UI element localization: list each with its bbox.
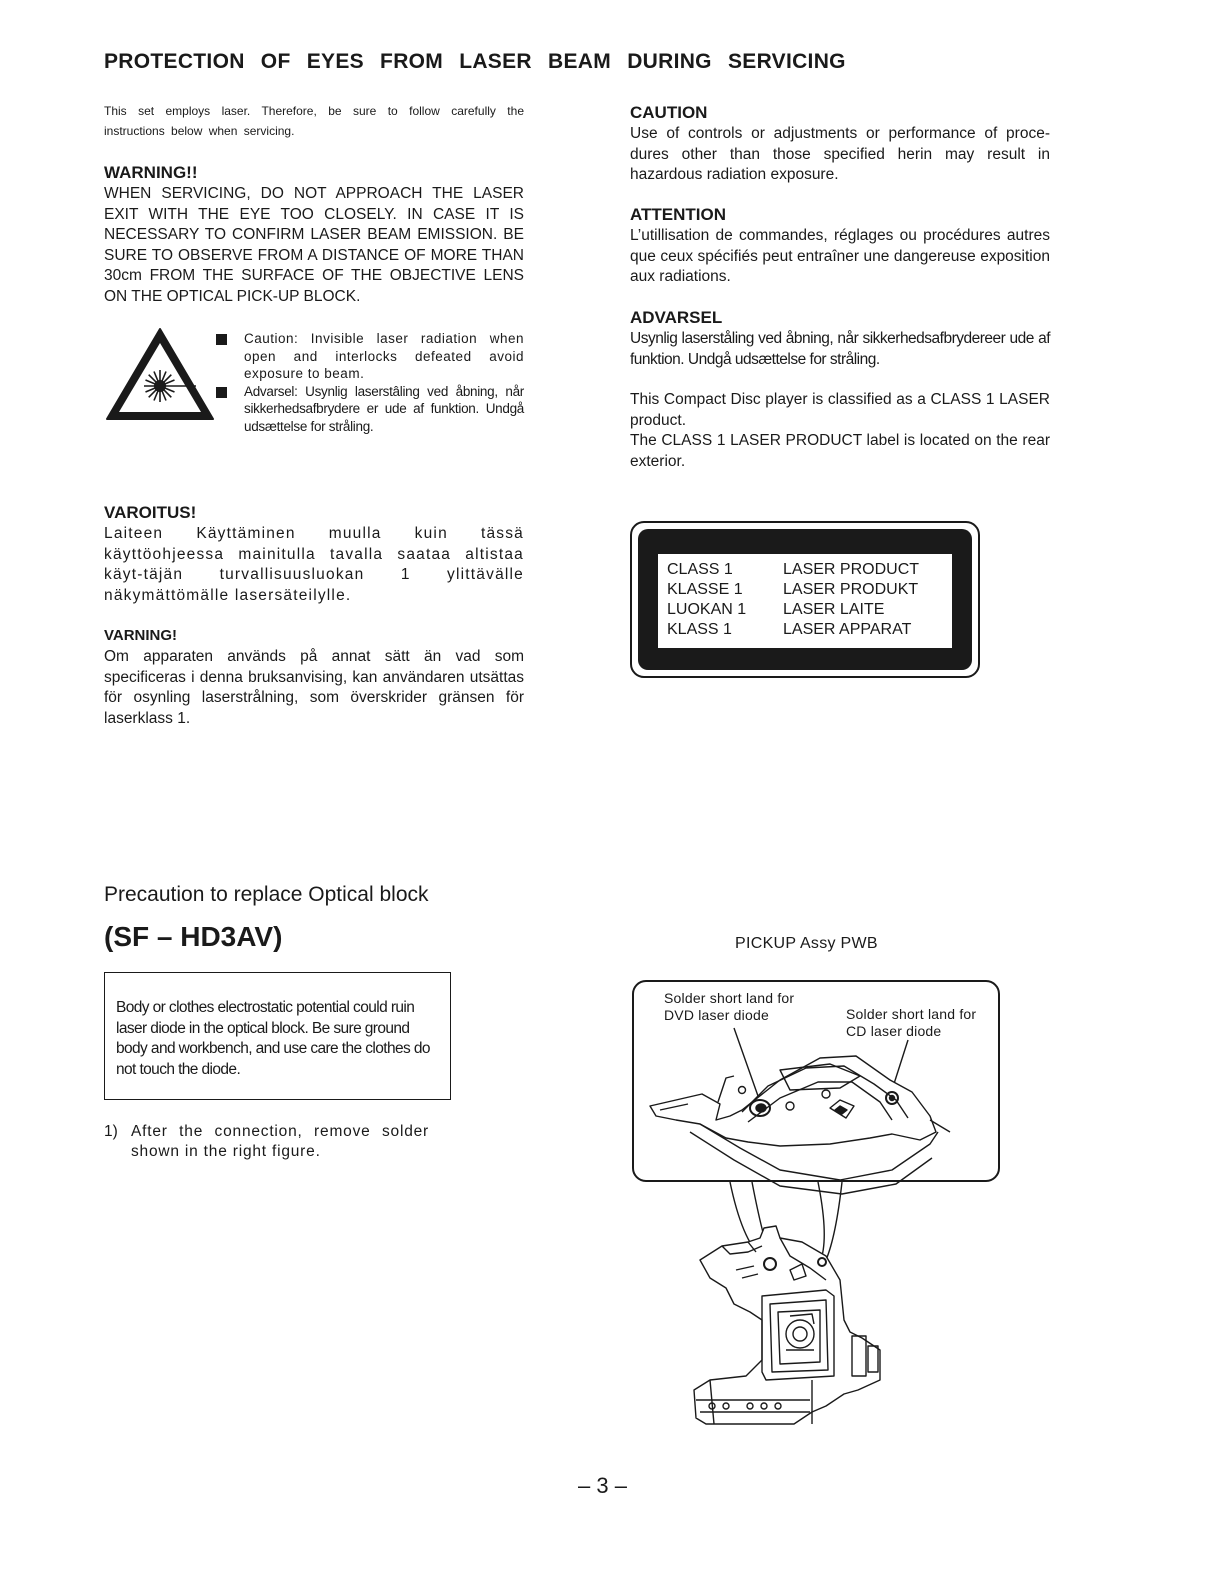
- attention-heading: ATTENTION: [630, 205, 727, 224]
- warning-text: WHEN SERVICING, DO NOT APPROACH THE LASER EXIT WITH THE EYE TOO CLOSELY. IN CASE IT IS NECESSARY TO CONFIRM LASER BEAM EMISSION. BE SURE TO OBSERVE FROM A DISTANCE OF MORE THAN 30cm FROM THE SURFACE OF THE OBJECTIVE LENS ON THE OPTICAL PICK-UP BLOCK.: [104, 185, 524, 305]
- bullet-text: Caution: Invisible laser radiation when open and interlocks defeated avoid exposure to beam.: [244, 331, 524, 381]
- laser-caution-list: [216, 330, 524, 435]
- dvd-leader-line: [734, 1028, 758, 1096]
- label-class-right: LASER PRODUKT: [783, 581, 919, 598]
- dvd-solder-label: Solder short land for DVD laser diode: [664, 990, 795, 1023]
- step-number: 1): [104, 1123, 118, 1140]
- label-class-left: LUOKAN 1: [667, 601, 747, 618]
- laser-class-label: [630, 521, 980, 678]
- label-class-right: LASER PRODUCT: [783, 561, 920, 578]
- bullet-icon: [216, 387, 227, 398]
- label-class-left: KLASS 1: [667, 621, 732, 638]
- list-item: [216, 383, 524, 436]
- varoitus-heading: VAROITUS!: [104, 503, 197, 522]
- caution-text: Use of controls or adjustments or performance of proce-dures other than those specified herin may result in hazardous radiation exposure.: [630, 125, 1050, 183]
- page-number: – 3 –: [578, 1473, 627, 1498]
- pickup-drawing: [630, 1020, 1010, 1440]
- advarsel-heading: ADVARSEL: [630, 308, 723, 327]
- laser-warning-icon: [104, 326, 216, 422]
- figure-caption: PICKUP Assy PWB: [735, 935, 878, 952]
- notice-box: [104, 972, 451, 1100]
- varning-text: Om apparaten används på annat sätt än vad som specificeras i denna bruksanvising, kan användaren utsättas för osynling laserstrålning, som överskrider gränsen för laserklass 1.: [104, 648, 524, 727]
- model-heading: (SF – HD3AV): [104, 921, 283, 952]
- varning-heading: VARNING!: [104, 627, 178, 644]
- class-note-2: The CLASS 1 LASER PRODUCT label is located on the rear exterior.: [630, 432, 1050, 470]
- class-note-1: This Compact Disc player is classified as a CLASS 1 LASER product.: [630, 391, 1050, 429]
- bullet-icon: [216, 334, 227, 345]
- label-class-right: LASER APPARAT: [783, 621, 912, 638]
- caution-heading: CAUTION: [630, 103, 708, 122]
- label-class-right: LASER LAITE: [783, 601, 885, 618]
- step-item: [104, 1122, 429, 1162]
- precaution-title: Precaution to replace Optical block: [104, 883, 429, 906]
- page-title: PROTECTION OF EYES FROM LASER BEAM DURING SERVICING: [104, 50, 846, 73]
- intro-text: This set employs laser. Therefore, be sure to follow carefully the instructions below when servicing.: [104, 104, 524, 138]
- attention-text: L’utillisation de commandes, réglages ou procédures autres que ceux spécifiés peut entraîner une dangereuse exposition aux radiations.: [630, 227, 1050, 285]
- label-class-left: KLASSE 1: [667, 581, 743, 598]
- cd-solder-label: Solder short land for CD laser diode: [846, 1006, 977, 1039]
- list-item: [216, 330, 524, 383]
- warning-heading: WARNING!!: [104, 163, 198, 182]
- bullet-text: Advarsel: Usynlig laserstâling ved åbning, når sikkerhedsafbrydere er ude af funktion. Undgå udsættelse for stråling.: [244, 383, 524, 434]
- notice-text: Body or clothes electrostatic potential could ruin laser diode in the optical block. Be sure ground body and workbench, and use care the clothes do not touch the diode.: [116, 999, 430, 1078]
- varoitus-text: Laiteen Käyttäminen muulla kuin tässä käyttöohjeessa mainitulla tavalla saataa altistaa käyt-täjän turvallisuusluokan 1 ylittävälle näkymättömälle lasersäteilylle.: [104, 525, 524, 604]
- advarsel-text: Usynlig laserståling ved åbning, når sikkerhedsafbrydereer ude af funktion. Undgå udsættelse for stråling.: [630, 330, 1050, 368]
- step-text: After the connection, remove solder shown in the right figure.: [131, 1123, 429, 1160]
- label-class-left: CLASS 1: [667, 561, 733, 578]
